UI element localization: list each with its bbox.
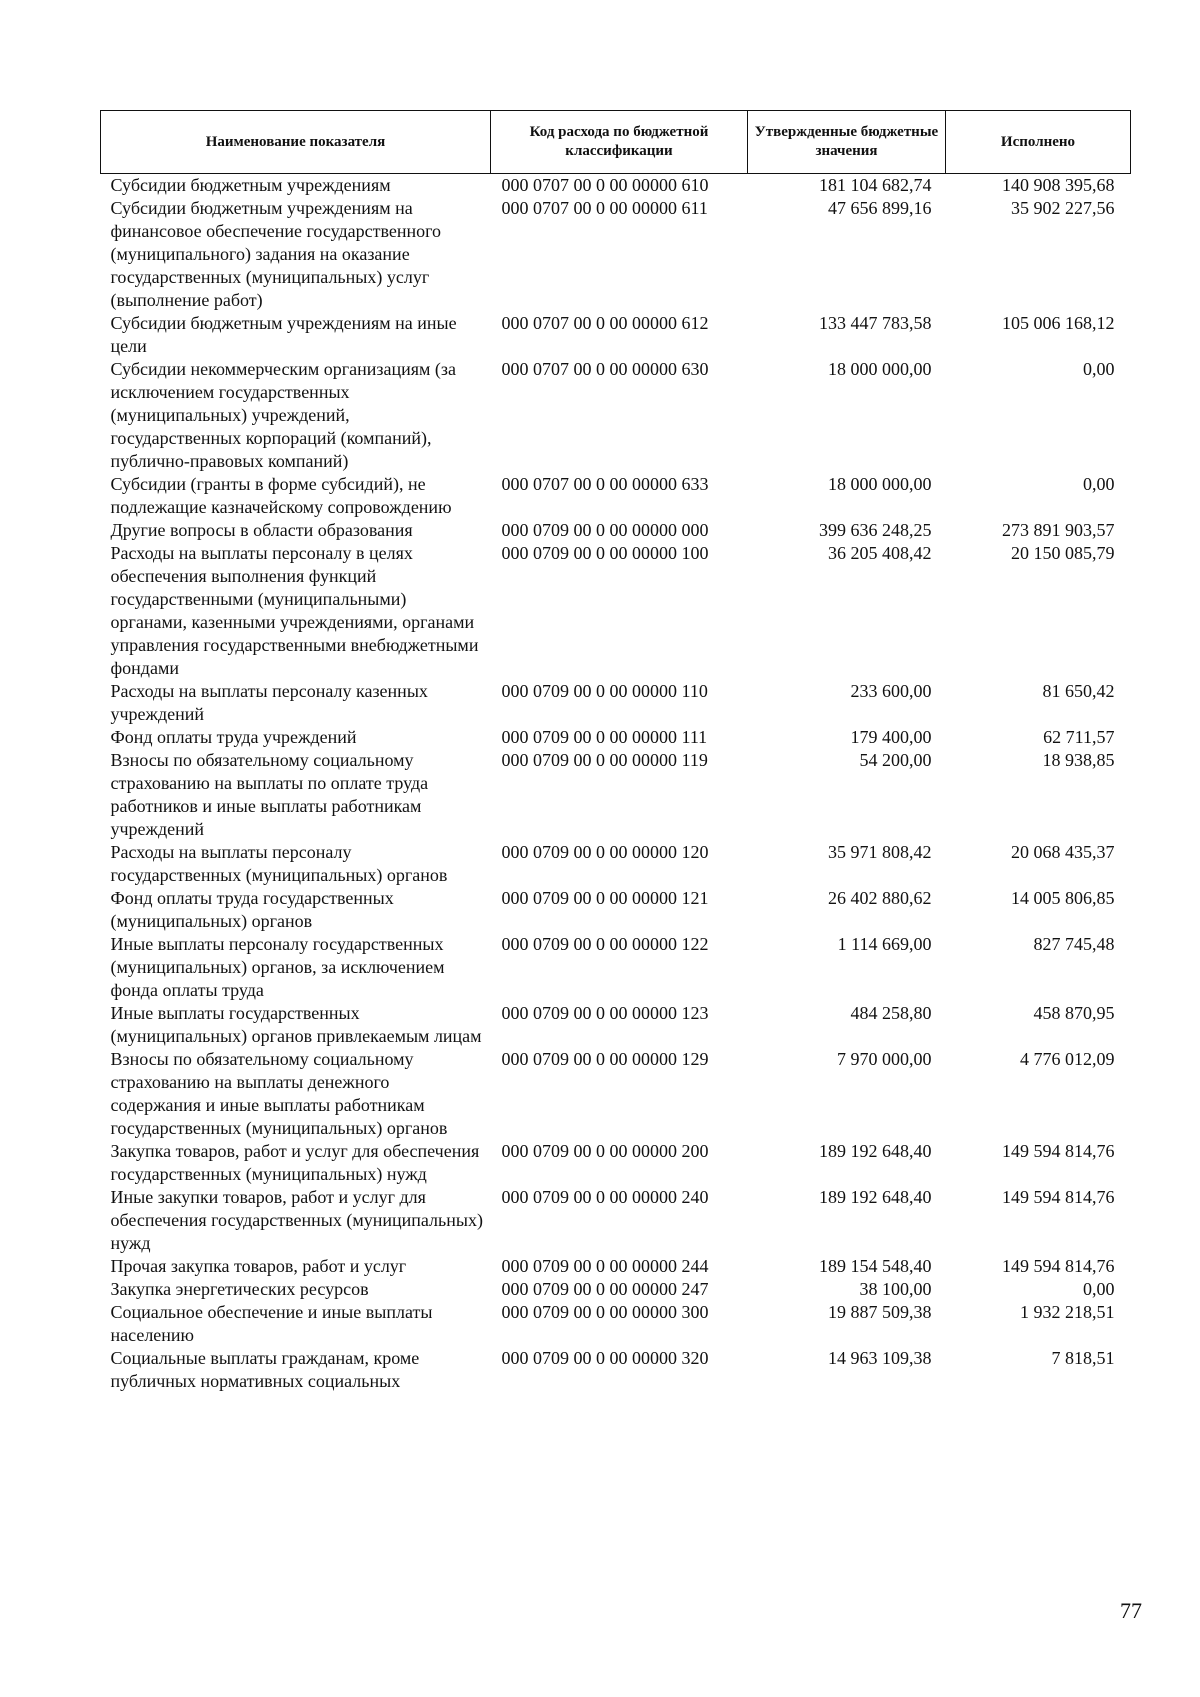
cell-approved-value: 1 114 669,00 [837, 934, 932, 954]
cell-executed-value: 105 006 168,12 [1002, 313, 1115, 333]
cell-approved-value: 18 000 000,00 [828, 474, 932, 494]
table-row [101, 1048, 1131, 1140]
cell-indicator-name: Субсидии бюджетным учреждениям [110, 175, 391, 195]
cell-indicator-name: Субсидии бюджетным учреждениям на финансовое обеспечение государственного (муниципального) задания на оказание государственных (муниципальных) услуг (выполнение работ) [110, 198, 442, 310]
cell-approved-value: 181 104 682,74 [819, 175, 932, 195]
table-row [101, 1278, 1131, 1301]
header-classification-code: Код расхода по бюджетной классификации [491, 111, 748, 174]
table-row [101, 933, 1131, 1002]
cell-executed-value: 20 068 435,37 [1011, 842, 1115, 862]
header-row [101, 111, 1131, 174]
cell-classification-code: 000 0709 00 0 00 00000 120 [501, 842, 709, 862]
cell-classification-code: 000 0709 00 0 00 00000 300 [501, 1302, 709, 1322]
cell-indicator-name: Иные выплаты государственных (муниципальных) органов привлекаемым лицам [110, 1003, 482, 1046]
cell-approved-value: 133 447 783,58 [819, 313, 932, 333]
cell-executed-value: 20 150 085,79 [1011, 543, 1115, 563]
table-row [101, 841, 1131, 887]
page-number: 77 [1120, 1598, 1142, 1623]
cell-approved-value: 54 200,00 [859, 750, 932, 770]
cell-classification-code: 000 0709 00 0 00 00000 247 [501, 1279, 709, 1299]
cell-approved-value: 189 192 648,40 [819, 1187, 932, 1207]
header-indicator-name: Наименование показателя [101, 111, 491, 174]
cell-indicator-name: Закупка товаров, работ и услуг для обеспечения государственных (муниципальных) нужд [110, 1141, 480, 1184]
cell-approved-value: 47 656 899,16 [828, 198, 932, 218]
cell-indicator-name: Фонд оплаты труда учреждений [110, 727, 357, 747]
cell-classification-code: 000 0709 00 0 00 00000 110 [501, 681, 708, 701]
cell-approved-value: 7 970 000,00 [837, 1049, 932, 1069]
cell-indicator-name: Иные закупки товаров, работ и услуг для обеспечения государственных (муниципальных) нужд [110, 1187, 483, 1253]
cell-approved-value: 35 971 808,42 [828, 842, 932, 862]
cell-approved-value: 399 636 248,25 [819, 520, 932, 540]
table-row [101, 1301, 1131, 1347]
cell-executed-value: 81 650,42 [1042, 681, 1115, 701]
cell-classification-code: 000 0709 00 0 00 00000 122 [501, 934, 709, 954]
cell-approved-value: 14 963 109,38 [828, 1348, 932, 1368]
header-approved-values: Утвержденные бюджетные значения [748, 111, 946, 174]
cell-approved-value: 26 402 880,62 [828, 888, 932, 908]
table-row [101, 1002, 1131, 1048]
cell-indicator-name: Субсидии (гранты в форме субсидий), не подлежащие казначейскому сопровождению [110, 474, 452, 517]
cell-executed-value: 1 932 218,51 [1020, 1302, 1115, 1322]
cell-approved-value: 179 400,00 [850, 727, 932, 747]
cell-classification-code: 000 0709 00 0 00 00000 119 [501, 750, 708, 770]
cell-indicator-name: Другие вопросы в области образования [110, 520, 413, 540]
table-row [101, 749, 1131, 841]
cell-indicator-name: Социальное обеспечение и иные выплаты населению [110, 1302, 433, 1345]
cell-executed-value: 149 594 814,76 [1002, 1187, 1115, 1207]
cell-indicator-name: Социальные выплаты гражданам, кроме публичных нормативных социальных [110, 1348, 420, 1391]
cell-indicator-name: Взносы по обязательному социальному страхованию на выплаты по оплате труда работников и иные выплаты работникам учреждений [110, 750, 429, 839]
cell-executed-value: 273 891 903,57 [1002, 520, 1115, 540]
cell-indicator-name: Расходы на выплаты персоналу казенных учреждений [110, 681, 428, 724]
cell-classification-code: 000 0709 00 0 00 00000 123 [501, 1003, 709, 1023]
cell-classification-code: 000 0707 00 0 00 00000 610 [501, 175, 709, 195]
table-header [101, 111, 1131, 174]
cell-executed-value: 0,00 [1083, 359, 1115, 379]
cell-executed-value: 62 711,57 [1043, 727, 1115, 747]
cell-classification-code: 000 0709 00 0 00 00000 240 [501, 1187, 709, 1207]
table-row [101, 1140, 1131, 1186]
cell-classification-code: 000 0707 00 0 00 00000 612 [501, 313, 709, 333]
cell-indicator-name: Расходы на выплаты персоналу в целях обеспечения выполнения функций государственными (муниципальными) органами, казенными учреждениями, органами управления государственными внебюджетными фондами [110, 543, 479, 678]
table-row [101, 519, 1131, 542]
table-row [101, 680, 1131, 726]
cell-classification-code: 000 0709 00 0 00 00000 320 [501, 1348, 709, 1368]
cell-executed-value: 35 902 227,56 [1011, 198, 1115, 218]
cell-approved-value: 36 205 408,42 [828, 543, 932, 563]
cell-indicator-name: Закупка энергетических ресурсов [110, 1279, 369, 1299]
cell-executed-value: 0,00 [1083, 1279, 1115, 1299]
table-row [101, 473, 1131, 519]
cell-executed-value: 4 776 012,09 [1020, 1049, 1115, 1069]
cell-approved-value: 18 000 000,00 [828, 359, 932, 379]
cell-indicator-name: Прочая закупка товаров, работ и услуг [110, 1256, 407, 1276]
cell-approved-value: 189 192 648,40 [819, 1141, 932, 1161]
cell-executed-value: 458 870,95 [1033, 1003, 1115, 1023]
table-row [101, 1347, 1131, 1393]
cell-classification-code: 000 0709 00 0 00 00000 244 [501, 1256, 709, 1276]
cell-indicator-name: Иные выплаты персоналу государственных (муниципальных) органов, за исключением фонда оплаты труда [110, 934, 445, 1000]
report-table-wrapper [100, 110, 1130, 1393]
cell-indicator-name: Субсидии некоммерческим организациям (за исключением государственных (муниципальных) учреждений, государственных корпораций (компаний), публично-правовых компаний) [110, 359, 456, 471]
budget-execution-table [100, 110, 1131, 1393]
table-row [101, 542, 1131, 680]
table-body [101, 174, 1131, 1394]
cell-executed-value: 149 594 814,76 [1002, 1256, 1115, 1276]
cell-classification-code: 000 0707 00 0 00 00000 633 [501, 474, 709, 494]
cell-indicator-name: Расходы на выплаты персоналу государственных (муниципальных) органов [110, 842, 448, 885]
cell-executed-value: 18 938,85 [1042, 750, 1115, 770]
cell-approved-value: 19 887 509,38 [828, 1302, 932, 1322]
cell-indicator-name: Фонд оплаты труда государственных (муниципальных) органов [110, 888, 394, 931]
cell-executed-value: 827 745,48 [1033, 934, 1115, 954]
cell-classification-code: 000 0707 00 0 00 00000 611 [501, 198, 708, 218]
cell-classification-code: 000 0709 00 0 00 00000 129 [501, 1049, 709, 1069]
header-executed: Исполнено [946, 111, 1131, 174]
table-row [101, 1255, 1131, 1278]
cell-classification-code: 000 0709 00 0 00 00000 100 [501, 543, 709, 563]
table-row [101, 312, 1131, 358]
cell-classification-code: 000 0707 00 0 00 00000 630 [501, 359, 709, 379]
cell-indicator-name: Взносы по обязательному социальному страхованию на выплаты денежного содержания и иные выплаты работникам государственных (муниципальных) органов [110, 1049, 448, 1138]
cell-indicator-name: Субсидии бюджетным учреждениям на иные цели [110, 313, 457, 356]
cell-approved-value: 233 600,00 [850, 681, 932, 701]
cell-executed-value: 149 594 814,76 [1002, 1141, 1115, 1161]
cell-approved-value: 189 154 548,40 [819, 1256, 932, 1276]
cell-classification-code: 000 0709 00 0 00 00000 111 [501, 727, 708, 747]
table-row [101, 887, 1131, 933]
table-row [101, 358, 1131, 473]
cell-approved-value: 38 100,00 [859, 1279, 932, 1299]
table-row [101, 1186, 1131, 1255]
table-row [101, 726, 1131, 749]
cell-executed-value: 14 005 806,85 [1011, 888, 1115, 908]
table-row [101, 197, 1131, 312]
cell-executed-value: 7 818,51 [1051, 1348, 1115, 1368]
cell-executed-value: 0,00 [1083, 474, 1115, 494]
cell-classification-code: 000 0709 00 0 00 00000 121 [501, 888, 709, 908]
cell-classification-code: 000 0709 00 0 00 00000 200 [501, 1141, 709, 1161]
cell-approved-value: 484 258,80 [850, 1003, 932, 1023]
cell-executed-value: 140 908 395,68 [1002, 175, 1115, 195]
cell-classification-code: 000 0709 00 0 00 00000 000 [501, 520, 709, 540]
table-row [101, 174, 1131, 198]
